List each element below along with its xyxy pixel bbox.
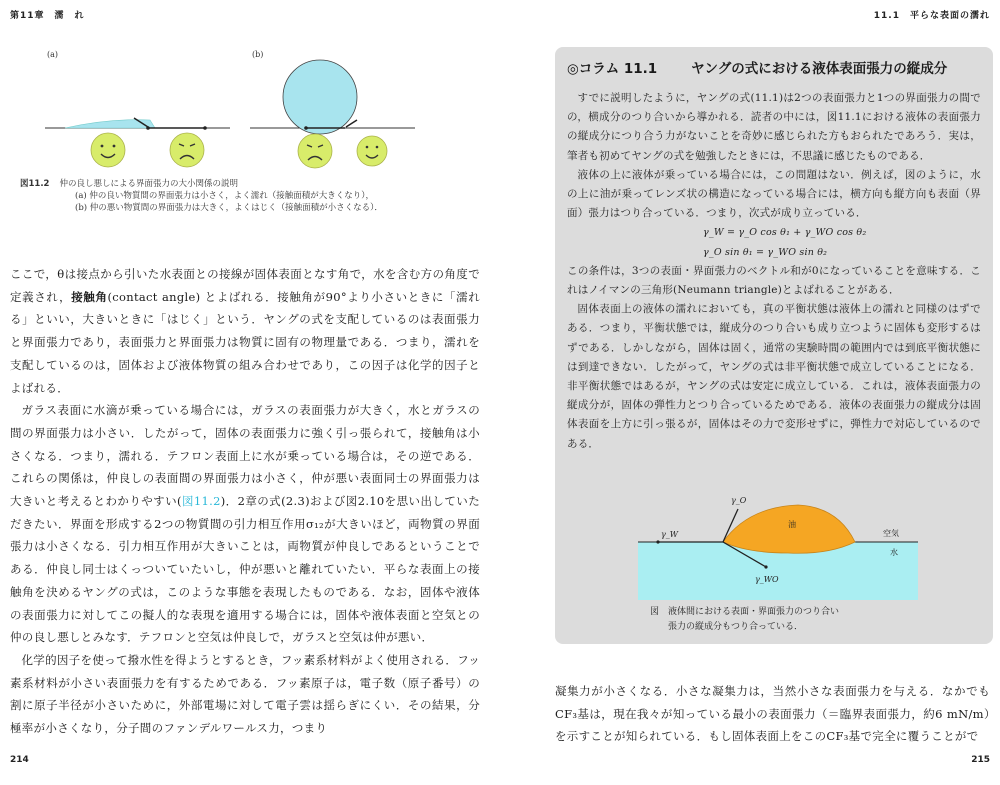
wetting-diagram xyxy=(30,40,470,180)
panel-b-label: (b) xyxy=(252,50,264,59)
figure-reference-link[interactable]: 図11.2 xyxy=(181,494,221,509)
happy-face-icon xyxy=(91,133,125,167)
paragraph: 化学的因子を使って撥水性を得ようとするとき，フッ素系材料がよく使用される．フッ素系材料が小さい表面張力を有するためである．フッ素原子は，電子数（原子番号）の割に原子半径が小さいために，外部電場に対して電子雲は揺らぎにくい．その結果，分極率が小さくなり，分子間のファンデルワールス力，つまり xyxy=(10,652,480,736)
oil-lens-diagram xyxy=(638,487,918,602)
figure-11-2 xyxy=(30,40,470,180)
caption-line-1: 図 液体間における表面・界面張力のつり合い xyxy=(650,607,840,617)
column-text xyxy=(567,89,981,454)
panel-a-label: (a) xyxy=(47,50,59,59)
paragraph: 固体表面上の液体の濡れにおいても，真の平衡状態は液体上の濡れと同様のはずである．つまり，平衡状態では，縦成分のつり合いも成り立つように固体も変形するはずである．しかしながら，固体は固く，通常の実験時間の範囲内では到底平衡状態には到達できない．したがって，ヤングの式は非平衡状態で成立していることになる．非平衡状態ではあるが，ヤングの式は安定に成立している．これは，液体表面張力の縦成分が，固体の弾性力とつり合っているためである．液体の表面張力の縦成分は固体表面を上方に引っ張るが，固体はその力で変形せずに，弾性力で対応しているのである． xyxy=(567,303,981,450)
column-heading: ヤングの式における液体表面張力の縦成分 xyxy=(691,61,948,77)
page-number-left: 214 xyxy=(10,755,29,765)
water-label: 水 xyxy=(890,548,898,557)
running-head-right: 11.1 平らな表面の濡れ xyxy=(873,11,990,21)
caption-number: 図11.2 xyxy=(20,179,50,189)
column-figure-caption xyxy=(650,605,950,635)
gamma-wo-label: γ_WO xyxy=(755,575,779,584)
contact-angle-term: 接触角 xyxy=(71,289,108,304)
paragraph: 液体の上に液体が乗っている場合には，この問題はない．例えば，図のように，水の上に油が乗ってレンズ状の構造になっている場合には，横方向も縦方向も表面（界面）張力はつり合っている．つまり，次式が成り立っている． xyxy=(567,168,981,220)
paragraph: この条件は，3つの表面・界面張力のベクトル和が0になっていることを意味する．これはノイマンの三角形(Neumann triangle)とよばれることがある． xyxy=(567,264,981,297)
column-title xyxy=(567,57,947,77)
figure-caption xyxy=(20,178,470,214)
caption-title: 仲の良し悪しによる界面張力の大小関係の説明 xyxy=(59,179,238,189)
column-label: ◎コラム 11.1 xyxy=(567,61,658,77)
oil-label: 油 xyxy=(788,520,796,529)
gamma-o-label: γ_O xyxy=(731,496,747,505)
equation-2: γ_O sin θ₁ = γ_WO sin θ₂ xyxy=(703,246,828,258)
paragraph: ここで，θは接点から引いた水表面との接線が固体表面となす角で，水を含む方の角度で定義され，接触角(contact angle) とよばれる．接触角が90°より小さいときに「濡れる」といい，大きいときに「はじく」という．ヤングの式を支配しているのは表面張力と界面張力であり，表面張力と界面張力は物質に固有の物理量である．つまり，濡れを支配しているのは，固体および液体物質の組み合わせであり，この因子は化学的因子とよばれる． xyxy=(10,267,480,395)
body-text-right: 凝集力が小さくなる．小さな凝集力は，当然小さな表面張力を与える．なかでもCF₃基は，現在我々が知っている最小の表面張力（＝臨界表面張力，約6 mN/m）を示すことが知られている．もし固体表面上をこのCF₃基で完全に覆うことがで xyxy=(555,684,990,744)
body-text-left xyxy=(10,263,480,740)
caption-a: (a) 仲の良い物質間の界面張力は小さく，よく濡れ（接触面積が大きくなり）， xyxy=(75,191,374,201)
caption-b: (b) 仲の悪い物質間の界面張力は大きく，よくはじく（接触面積が小さくなる）． xyxy=(75,203,383,213)
paragraph: すでに説明したように，ヤングの式(11.1)は2つの表面張力と1つの界面張力の間での，横成分のつり合いから導かれる．読者の中には，図11.1における液体の表面張力の縦成分につり合う力がないことを奇妙に感じられた方もおられたであろう．実は，筆者も初めてヤングの式を勉強したときには，不思議に感じたものである． xyxy=(567,92,981,162)
air-label: 空気 xyxy=(883,529,899,538)
running-head-left: 第11章 濡 れ xyxy=(10,11,85,21)
angry-face-icon xyxy=(170,133,204,167)
gamma-w-label: γ_W xyxy=(661,530,679,539)
caption-line-2: 張力の縦成分もつり合っている． xyxy=(668,622,804,632)
column-box xyxy=(555,47,993,644)
equation-1: γ_W = γ_O cos θ₁ + γ_WO cos θ₂ xyxy=(703,227,867,239)
page-number-right: 215 xyxy=(971,755,990,765)
paragraph: ガラス表面に水滴が乗っている場合には，ガラスの表面張力が大きく，水とガラスの間の界面張力は小さい．したがって，固体の表面張力に強く引っ張られて，接触角は小さくなる．つまり，濡れる．テフロン表面上に水が乗っている場合は，その逆である．これらの関係は，仲良しの表面間の界面張力は小さく，仲が悪い表面同士の界面張力は大きいと考えるとわかりやすい(図11.2)．2章の式(2.3)および図2.10を思い出していただきたい．界面を形成する2つの物質間の引力相互作用σ₁₂が大きいほど，両物質の界面張力は小さくなる．引力相互作用が大きいことは，両物質が仲良しであるということである．仲良し同士はくっついていたいし，仲が悪いと離れていたい．平らな表面上の接触角を決めるヤングの式は，このような事態を表現したものである．なお，固体や液体の表面張力に対してこの擬人的な表現を適用する場合には，固体や液体表面と空気との仲の良し悪しとみなす．テフロンと空気は仲良しで，ガラスと空気は仲が悪い． xyxy=(10,403,480,645)
angry-face-icon xyxy=(298,134,332,168)
happy-face-icon xyxy=(357,136,387,166)
